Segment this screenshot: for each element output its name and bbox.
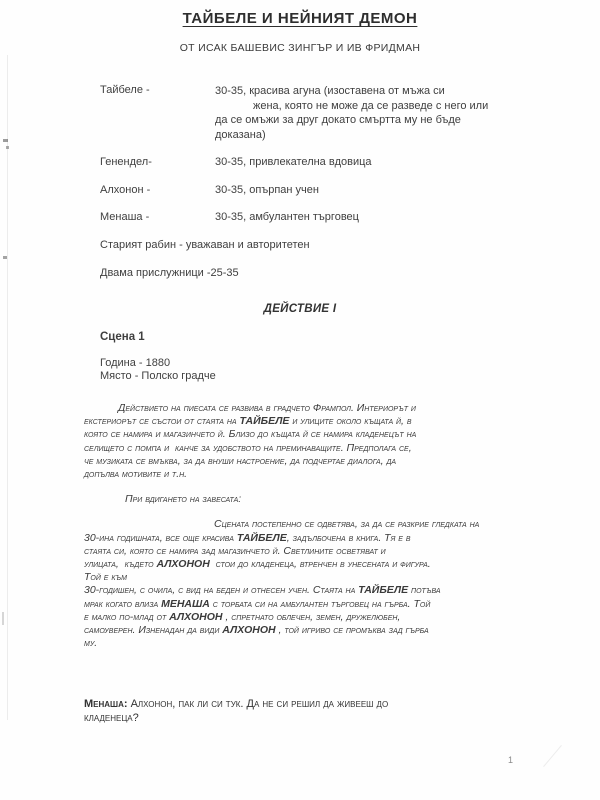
curtain-rise-note: При вдигането на завесата: xyxy=(125,493,242,506)
character-name: Генендел- xyxy=(100,156,152,168)
description-line: жена, която не може да се разведе с него или xyxy=(253,99,489,112)
scan-speck xyxy=(6,146,9,149)
authors-byline: ОТ ИСАК БАШЕВИС ЗИНГЪР И ИВ ФРИДМАН xyxy=(179,42,421,54)
scene-place: Място - Полско градче xyxy=(100,370,216,382)
character-description: 30-35, привлекателна вдовица xyxy=(215,156,372,168)
character-description: 30-35, опърпан учен xyxy=(215,184,319,196)
description-line: 30-35, красива агуна (изоставена от мъжа си xyxy=(215,85,445,97)
page-number: 1 xyxy=(508,755,514,765)
note-old-rabbi: Старият рабин - уважаван и авторитетен xyxy=(100,239,310,251)
character-name: Тайбеле - xyxy=(100,84,150,96)
scene-meta xyxy=(100,357,600,383)
description-line: да се омъжи за друг докато смъртта му не бъде xyxy=(215,114,461,126)
character-row-alhonon xyxy=(100,184,600,197)
scene-heading: Сцена 1 xyxy=(100,331,145,343)
act-heading: ДЕЙСТВИЕ I xyxy=(263,303,337,315)
character-description: 30-35, амбулантен търговец xyxy=(215,211,359,223)
scan-speck xyxy=(2,612,4,625)
scan-speck xyxy=(3,256,7,259)
character-name: Менаша - xyxy=(100,211,150,223)
description-line: доказана) xyxy=(215,128,266,141)
character-list xyxy=(100,84,600,224)
play-title: ТАЙБЕЛЕ И НЕЙНИЯТ ДЕМОН xyxy=(182,10,418,27)
character-row-menasha xyxy=(100,211,600,224)
scan-speck xyxy=(3,139,8,142)
note-two-servants: Двама прислужници -25-35 xyxy=(100,267,239,279)
scan-edge-line xyxy=(7,55,8,720)
dialogue-menasha: Менаша: Алхонон, пак ли си тук. Да не си решил да живееш до кладенеца? xyxy=(84,698,389,724)
character-row-genendel xyxy=(100,156,600,169)
stage-direction-curtain-rise: Сцената постепенно се одветява, за да се разкрие гледката на 30-ина годишната, все още красива ТАЙБЕЛЕ, задълбочена в книга. Тя е в стаята си, която се намира зад магазинчето й. Светлините осветяват и улицата, където АЛХОНОН стои до кладенеца, втренчен в унесената и фигура. Той е към 30-годишен, с очила, с вид на беден и отнесен учен. Стаята на ТАЙБЕЛЕ потъва мрак когато влиза МЕНАША с торбата си на амбулантен търговец на гърба. Той е малко по-млад от АЛХОНОН , спретнато облечен, земен, дружелюбен, самоуверен. Изненадан да види АЛХОНОН , той игриво се промъква зад гърба му. xyxy=(84,518,480,650)
stage-direction-intro: Действието на пиесата се развива в градчето Фрампол. Интериорът и екстериорът се състои от стаята на ТАЙБЕЛЕ и улиците около къщата й, в която се намира и магазинчето й. Близо до къщата й се намира кладенецът на селището с помпа и канче за удобството на преминаващите. Предполага се, че музиката се вмъква, за да внуши настроение, да подчертае диалога, да допълва мотивите и т.н. xyxy=(84,402,417,481)
scene-year: Година - 1880 xyxy=(100,357,171,369)
scan-scratch xyxy=(543,745,562,767)
character-name: Алхонон - xyxy=(100,184,151,196)
character-row-taibele xyxy=(100,84,600,142)
character-description xyxy=(215,84,488,142)
